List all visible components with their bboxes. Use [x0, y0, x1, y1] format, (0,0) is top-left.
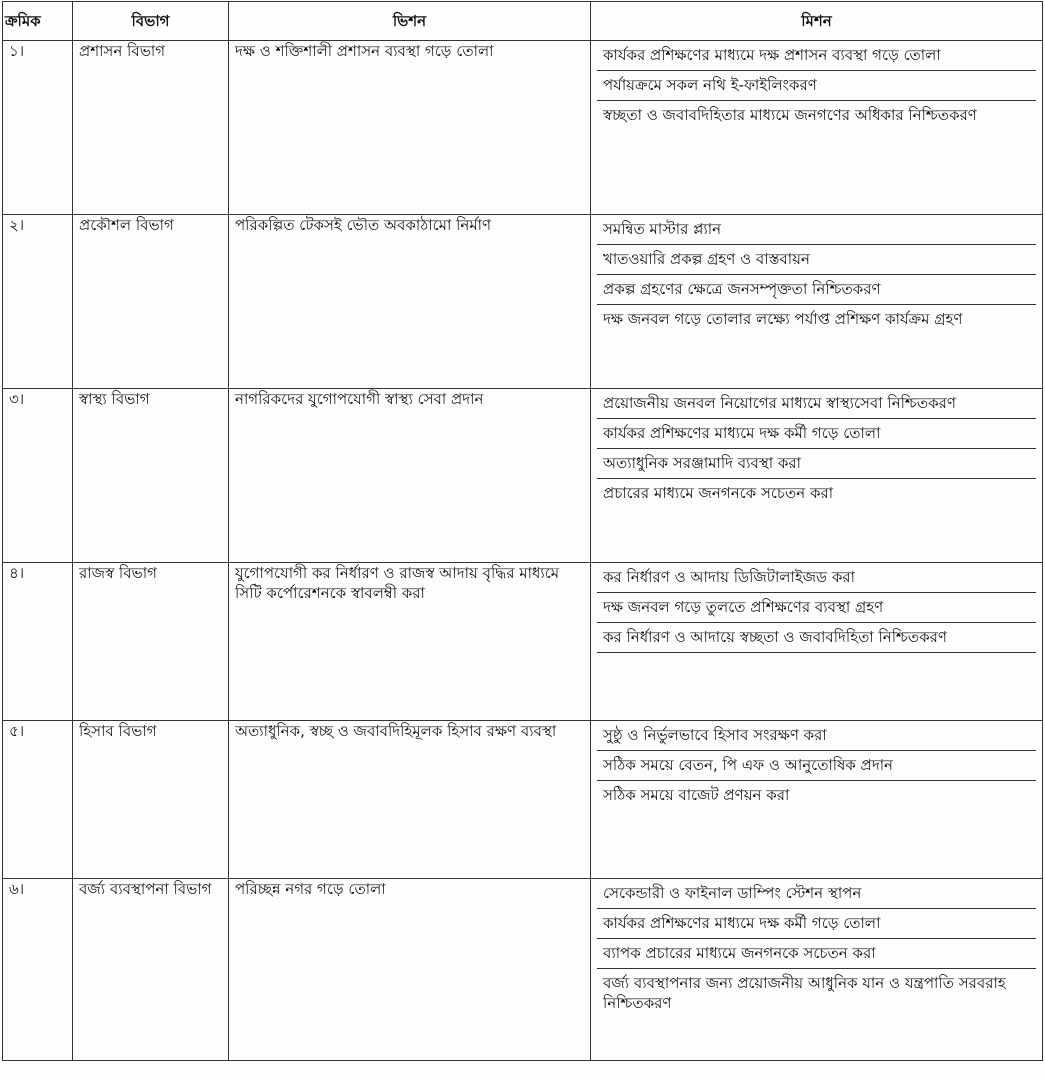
table-row — [3, 879, 1043, 1061]
mission-cell — [591, 563, 1043, 721]
header-department: বিভাগ — [73, 2, 229, 41]
mission-item: প্রকল্প গ্রহণের ক্ষেত্রে জনসম্পৃক্ততা নিশ্চিতকরণ — [597, 275, 1036, 305]
mission-item: পর্যায়ক্রমে সকল নথি ই-ফাইলিংকরণ — [597, 71, 1036, 101]
header-mission: মিশন — [591, 2, 1043, 41]
mission-item: সঠিক সময়ে বেতন, পি এফ ও আনুতোষিক প্রদান — [597, 751, 1036, 781]
serial-cell: ৬। — [3, 879, 73, 1061]
mission-cell — [591, 389, 1043, 563]
mission-item: ব্যাপক প্রচারের মাধ্যমে জনগনকে সচেতন করা — [597, 939, 1036, 969]
mission-cell — [591, 721, 1043, 879]
department-cell: হিসাব বিভাগ — [73, 721, 229, 879]
vision-cell: অত্যাধুনিক, স্বচ্ছ ও জবাবদিহিমূলক হিসাব রক্ষণ ব্যবস্থা — [229, 721, 591, 879]
serial-cell: ৩। — [3, 389, 73, 563]
mission-item: স্বচ্ছতা ও জবাবদিহিতার মাধ্যমে জনগণের অধিকার নিশ্চিতকরণ — [603, 106, 977, 124]
mission-cell — [591, 879, 1043, 1061]
department-cell: প্রকৌশল বিভাগ — [73, 215, 229, 389]
table-body — [3, 41, 1043, 1061]
mission-item — [597, 653, 1036, 684]
mission-cell — [591, 41, 1043, 215]
mission-item: কর নির্ধারণ ও আদায়ে স্বচ্ছতা ও জবাবদিহিতা নিশ্চিতকরণ — [597, 623, 1036, 653]
mission-item: খাতওয়ারি প্রকল্প গ্রহণ ও বাস্তবায়ন — [597, 245, 1036, 275]
department-cell: বর্জ্য ব্যবস্থাপনা বিভাগ — [73, 879, 229, 1061]
mission-item: প্রয়োজনীয় জনবল নিয়োগের মাধ্যমে স্বাস্থ্যসেবা নিশ্চিতকরণ — [597, 389, 1036, 419]
serial-cell: ৫। — [3, 721, 73, 879]
mission-item: সমন্বিত মাস্টার প্ল্যান — [597, 215, 1036, 245]
table-row — [3, 563, 1043, 721]
header-row — [3, 2, 1043, 41]
serial-cell: ১। — [3, 41, 73, 215]
vision-cell: যুগোপযোগী কর নির্ধারণ ও রাজস্ব আদায় বৃদ্ধির মাধ্যমে সিটি কর্পোরেশনকে স্বাবলম্বী করা — [229, 563, 591, 721]
mission-item: সেকেন্ডারী ও ফাইনাল ডাম্পিং স্টেশন স্থাপন — [597, 879, 1036, 909]
mission-item: কার্যকর প্রশিক্ষণের মাধ্যমে দক্ষ কর্মী গড়ে তোলা — [597, 909, 1036, 939]
mission-item: দক্ষ জনবল গড়ে তুলতে প্রশিক্ষণের ব্যবস্থা গ্রহণ — [597, 593, 1036, 623]
mission-item: সঠিক সময়ে বাজেট প্রণয়ন করা — [603, 786, 790, 804]
department-cell: প্রশাসন বিভাগ — [73, 41, 229, 215]
department-cell: রাজস্ব বিভাগ — [73, 563, 229, 721]
mission-item: কার্যকর প্রশিক্ষণের মাধ্যমে দক্ষ প্রশাসন ব্যবস্থা গড়ে তোলা — [597, 41, 1036, 71]
table-row — [3, 41, 1043, 215]
vision-cell: পরিকল্পিত টেকসই ভৌত অবকাঠামো নির্মাণ — [229, 215, 591, 389]
vision-cell: পরিচ্ছন্ন নগর গড়ে তোলা — [229, 879, 591, 1061]
mission-cell — [591, 215, 1043, 389]
mission-item: প্রচারের মাধ্যমে জনগনকে সচেতন করা — [603, 484, 834, 502]
table-row — [3, 215, 1043, 389]
department-cell: স্বাস্থ্য বিভাগ — [73, 389, 229, 563]
serial-cell: ৪। — [3, 563, 73, 721]
table-row — [3, 389, 1043, 563]
vision-cell: দক্ষ ও শক্তিশালী প্রশাসন ব্যবস্থা গড়ে তোলা — [229, 41, 591, 215]
mission-item: কর নির্ধারণ ও আদায় ডিজিটালাইজড করা — [597, 563, 1036, 593]
header-serial: ক্রমিক — [3, 2, 73, 41]
serial-cell: ২। — [3, 215, 73, 389]
vision-cell: নাগরিকদের যুগোপযোগী স্বাস্থ্য সেবা প্রদান — [229, 389, 591, 563]
table-row — [3, 721, 1043, 879]
mission-item: সুষ্ঠু ও নির্ভুলভাবে হিসাব সংরক্ষণ করা — [597, 721, 1036, 751]
mission-item: বর্জ্য ব্যবস্থাপনার জন্য প্রয়োজনীয় আধুনিক যান ও যন্ত্রপাতি সরবরাহ নিশ্চিতকরণ — [603, 974, 1006, 1013]
vision-mission-table — [2, 1, 1043, 1061]
mission-item: কার্যকর প্রশিক্ষণের মাধ্যমে দক্ষ কর্মী গড়ে তোলা — [597, 419, 1036, 449]
mission-item: দক্ষ জনবল গড়ে তোলার লক্ষ্যে পর্যাপ্ত প্রশিক্ষণ কার্যক্রম গ্রহণ — [603, 310, 963, 328]
mission-item: অত্যাধুনিক সরঞ্জামাদি ব্যবস্থা করা — [597, 449, 1036, 479]
header-vision: ভিশন — [229, 2, 591, 41]
